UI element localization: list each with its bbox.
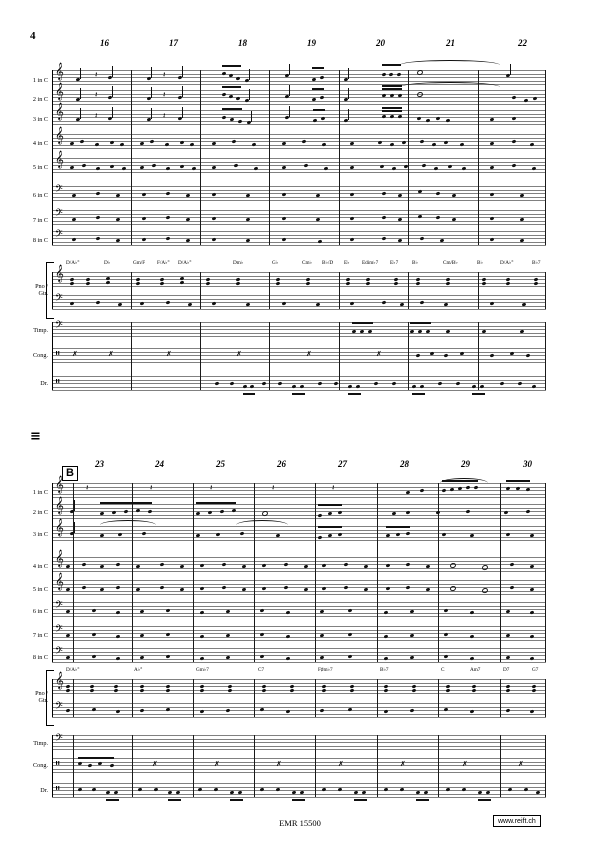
barline — [315, 483, 316, 662]
chord-symbol: B♭7 — [532, 260, 541, 266]
bass-clef: 𝄢 — [55, 700, 63, 714]
treble-clef: 𝄞 — [55, 62, 64, 80]
barline — [193, 735, 194, 797]
bass-clef: 𝄢 — [55, 207, 63, 221]
conga-label: Cong. — [33, 762, 48, 769]
barline — [377, 679, 378, 717]
bar-number: 30 — [523, 459, 532, 469]
system-bracket-percussion — [52, 735, 53, 797]
barline — [315, 679, 316, 717]
percussion-clef: 𝄥 — [56, 347, 60, 360]
repeat-slash: ✗ — [338, 760, 344, 768]
instrument-label-7: 7 in C — [32, 632, 48, 639]
repeat-slash: ✗ — [166, 350, 172, 358]
instrument-label-6: 6 in C — [32, 192, 48, 199]
rest: 𝄽 — [272, 483, 275, 492]
chord-symbol: F♯m♭7 — [318, 667, 333, 673]
barline — [500, 483, 501, 662]
bar-number: 23 — [95, 459, 104, 469]
barline — [500, 679, 501, 717]
chord-symbol: G♭ — [272, 260, 279, 266]
barline — [73, 679, 74, 717]
chord-symbol: C — [441, 667, 445, 673]
slur — [400, 82, 500, 87]
bass-clef: 𝄢 — [55, 183, 63, 197]
staff-timpani — [52, 322, 546, 336]
treble-clef: 𝄞 — [55, 549, 64, 567]
repeat-slash: ✗ — [152, 760, 158, 768]
chord-symbol: B♭/D — [322, 260, 334, 266]
rest: 𝄽 — [95, 90, 98, 99]
chord-symbol: Gm♭7 — [196, 667, 209, 673]
barline — [438, 679, 439, 717]
rest: 𝄽 — [163, 70, 166, 79]
barline — [339, 322, 340, 390]
instrument-label-1: 1 in C — [32, 77, 48, 84]
instrument-label-6: 6 in C — [32, 608, 48, 615]
barline — [73, 735, 74, 797]
barline — [193, 679, 194, 717]
rehearsal-mark-b: B — [62, 466, 78, 481]
staff-3 — [52, 110, 546, 124]
barline — [254, 679, 255, 717]
repeat-slash: ✗ — [72, 350, 78, 358]
chord-symbol: D/A♭° — [66, 667, 80, 673]
system-bracket-piano — [52, 272, 53, 309]
system-bracket-piano — [52, 679, 53, 717]
barline — [315, 735, 316, 797]
treble-clef: 𝄞 — [55, 518, 64, 536]
barline — [269, 70, 270, 245]
repeat-slash: ✗ — [306, 350, 312, 358]
chord-symbol: D♭ — [104, 260, 111, 266]
publisher-website[interactable]: www.reift.ch — [493, 815, 541, 827]
instrument-label-5: 5 in C — [32, 164, 48, 171]
chord-symbol: Gm/F — [133, 260, 146, 266]
treble-clef: 𝄞 — [55, 496, 64, 514]
chord-symbol: E♭ — [344, 260, 350, 266]
slur — [236, 520, 288, 525]
chord-symbol: C7 — [258, 667, 265, 673]
bar-number: 25 — [216, 459, 225, 469]
chord-symbol: Cm/B♭ — [443, 260, 458, 266]
barline — [200, 70, 201, 245]
barline — [545, 735, 546, 797]
treble-clef: 𝄞 — [55, 475, 64, 493]
rest: 𝄽 — [163, 111, 166, 120]
bass-clef: 𝄢 — [55, 599, 63, 613]
staff-timpani — [52, 735, 546, 749]
chord-symbol: D/A♭° — [178, 260, 192, 266]
treble-clef: 𝄞 — [55, 126, 64, 144]
conga-label: Cong. — [33, 352, 48, 359]
chord-symbol: D/A♭° — [66, 260, 80, 266]
instrument-label-2: 2 in C — [32, 509, 48, 516]
barline — [254, 735, 255, 797]
bar-number: 17 — [169, 38, 178, 48]
barline — [438, 735, 439, 797]
bar-number: 16 — [100, 38, 109, 48]
percussion-clef: 𝄥 — [56, 375, 60, 388]
repeat-slash: ✗ — [376, 350, 382, 358]
bass-clef: 𝄢 — [55, 319, 63, 333]
barline — [545, 483, 546, 662]
instrument-label-8: 8 in C — [32, 237, 48, 244]
chord-symbol: F/A♭° — [157, 260, 170, 266]
barline — [377, 735, 378, 797]
timpani-label: Timp. — [33, 740, 48, 747]
system-bracket-winds — [52, 483, 53, 662]
staff-conga — [52, 348, 546, 362]
slur — [400, 60, 500, 65]
instrument-label-4: 4 in C — [32, 563, 48, 570]
barline — [478, 272, 479, 309]
staff-piano-treble — [52, 272, 546, 286]
barline — [408, 70, 409, 245]
piano-label-line2: Gtr. — [38, 697, 48, 704]
piano-label-line1: Pno / — [35, 690, 48, 697]
rest: 𝄽 — [86, 483, 89, 492]
drums-label: Dr. — [40, 380, 48, 387]
chord-symbol: E♭7 — [390, 260, 399, 266]
system-separator-icon: ≡ — [30, 429, 41, 444]
barline — [131, 272, 132, 309]
barline — [200, 272, 201, 309]
system-bracket-winds — [52, 70, 53, 245]
staff-4 — [52, 557, 546, 571]
barline — [339, 272, 340, 309]
system-bracket-percussion — [52, 322, 53, 390]
staff-piano-bass — [52, 295, 546, 309]
footer-catalog-number: EMR 15500 — [279, 818, 321, 828]
repeat-slash: ✗ — [462, 760, 468, 768]
rest: 𝄽 — [150, 483, 153, 492]
barline — [478, 322, 479, 390]
barline — [132, 679, 133, 717]
chord-symbol: B♭ — [477, 260, 483, 266]
chord-symbol: D7 — [503, 667, 510, 673]
bar-number: 21 — [446, 38, 455, 48]
chord-symbol: Edim♭7 — [362, 260, 379, 266]
repeat-slash: ✗ — [518, 760, 524, 768]
barline — [269, 272, 270, 309]
instrument-label-3: 3 in C — [32, 116, 48, 123]
treble-clef: 𝄞 — [55, 82, 64, 100]
piano-label-line1: Pno / — [35, 283, 48, 290]
instrument-label-5: 5 in C — [32, 586, 48, 593]
chord-symbol: A♭° — [134, 667, 143, 673]
rest: 𝄽 — [210, 483, 213, 492]
chord-symbol: Am7 — [470, 667, 481, 673]
barline — [254, 483, 255, 662]
staff-6 — [52, 186, 546, 200]
slur — [100, 520, 156, 525]
piano-label-line2: Gtr. — [38, 290, 48, 297]
barline — [377, 483, 378, 662]
instrument-label-2: 2 in C — [32, 96, 48, 103]
bass-clef: 𝄢 — [55, 292, 63, 306]
barline — [131, 70, 132, 245]
repeat-slash: ✗ — [400, 760, 406, 768]
timpani-label: Timp. — [33, 327, 48, 334]
barline — [269, 322, 270, 390]
slur — [440, 478, 488, 483]
barline — [200, 322, 201, 390]
treble-clef: 𝄞 — [55, 572, 64, 590]
barline — [478, 70, 479, 245]
barline — [545, 679, 546, 717]
bar-number: 27 — [338, 459, 347, 469]
barline — [545, 70, 546, 245]
repeat-slash: ✗ — [214, 760, 220, 768]
bar-number: 29 — [461, 459, 470, 469]
bar-number: 19 — [307, 38, 316, 48]
repeat-slash: ✗ — [236, 350, 242, 358]
staff-8 — [52, 231, 546, 245]
treble-clef: 𝄞 — [55, 150, 64, 168]
chord-symbol: B♭7 — [380, 667, 389, 673]
rest: 𝄽 — [95, 70, 98, 79]
bass-clef: 𝄢 — [55, 228, 63, 242]
percussion-clef: 𝄥 — [56, 757, 60, 770]
instrument-label-1: 1 in C — [32, 489, 48, 496]
bass-clef: 𝄢 — [55, 623, 63, 637]
barline — [408, 272, 409, 309]
bar-number: 18 — [238, 38, 247, 48]
barline — [339, 70, 340, 245]
rest: 𝄽 — [95, 111, 98, 120]
repeat-slash: ✗ — [108, 350, 114, 358]
staff-conga — [52, 758, 546, 772]
treble-clef: 𝄞 — [55, 102, 64, 120]
chord-symbol: B♭ — [412, 260, 418, 266]
drums-label: Dr. — [40, 787, 48, 794]
barline — [500, 735, 501, 797]
rest: 𝄽 — [163, 90, 166, 99]
bass-clef: 𝄢 — [55, 645, 63, 659]
chord-symbol: G7 — [532, 667, 539, 673]
instrument-label-4: 4 in C — [32, 140, 48, 147]
treble-clef: 𝄞 — [55, 671, 64, 689]
staff-4 — [52, 134, 546, 148]
staff-5 — [52, 580, 546, 594]
repeat-slash: ✗ — [276, 760, 282, 768]
page-number: 4 — [30, 30, 36, 42]
staff-drums — [52, 783, 546, 797]
barline — [545, 322, 546, 390]
staff-5 — [52, 158, 546, 172]
instrument-label-8: 8 in C — [32, 654, 48, 661]
instrument-label-3: 3 in C — [32, 531, 48, 538]
bar-number: 26 — [277, 459, 286, 469]
staff-7 — [52, 210, 546, 224]
staff-1 — [52, 483, 546, 497]
rest: 𝄽 — [332, 483, 335, 492]
barline — [545, 272, 546, 309]
barline — [132, 483, 133, 662]
bass-clef: 𝄢 — [55, 732, 63, 746]
percussion-clef: 𝄥 — [56, 782, 60, 795]
instrument-label-7: 7 in C — [32, 217, 48, 224]
barline — [132, 735, 133, 797]
staff-2 — [52, 90, 546, 104]
bar-number: 24 — [155, 459, 164, 469]
barline — [131, 322, 132, 390]
treble-clef: 𝄞 — [55, 264, 64, 282]
chord-symbol: D/A♭° — [500, 260, 514, 266]
barline — [408, 322, 409, 390]
bar-number: 20 — [376, 38, 385, 48]
bar-number: 28 — [400, 459, 409, 469]
bar-number: 22 — [518, 38, 527, 48]
chord-symbol: Cm♭ — [302, 260, 312, 266]
barline — [193, 483, 194, 662]
chord-symbol: Dm♭ — [233, 260, 244, 266]
